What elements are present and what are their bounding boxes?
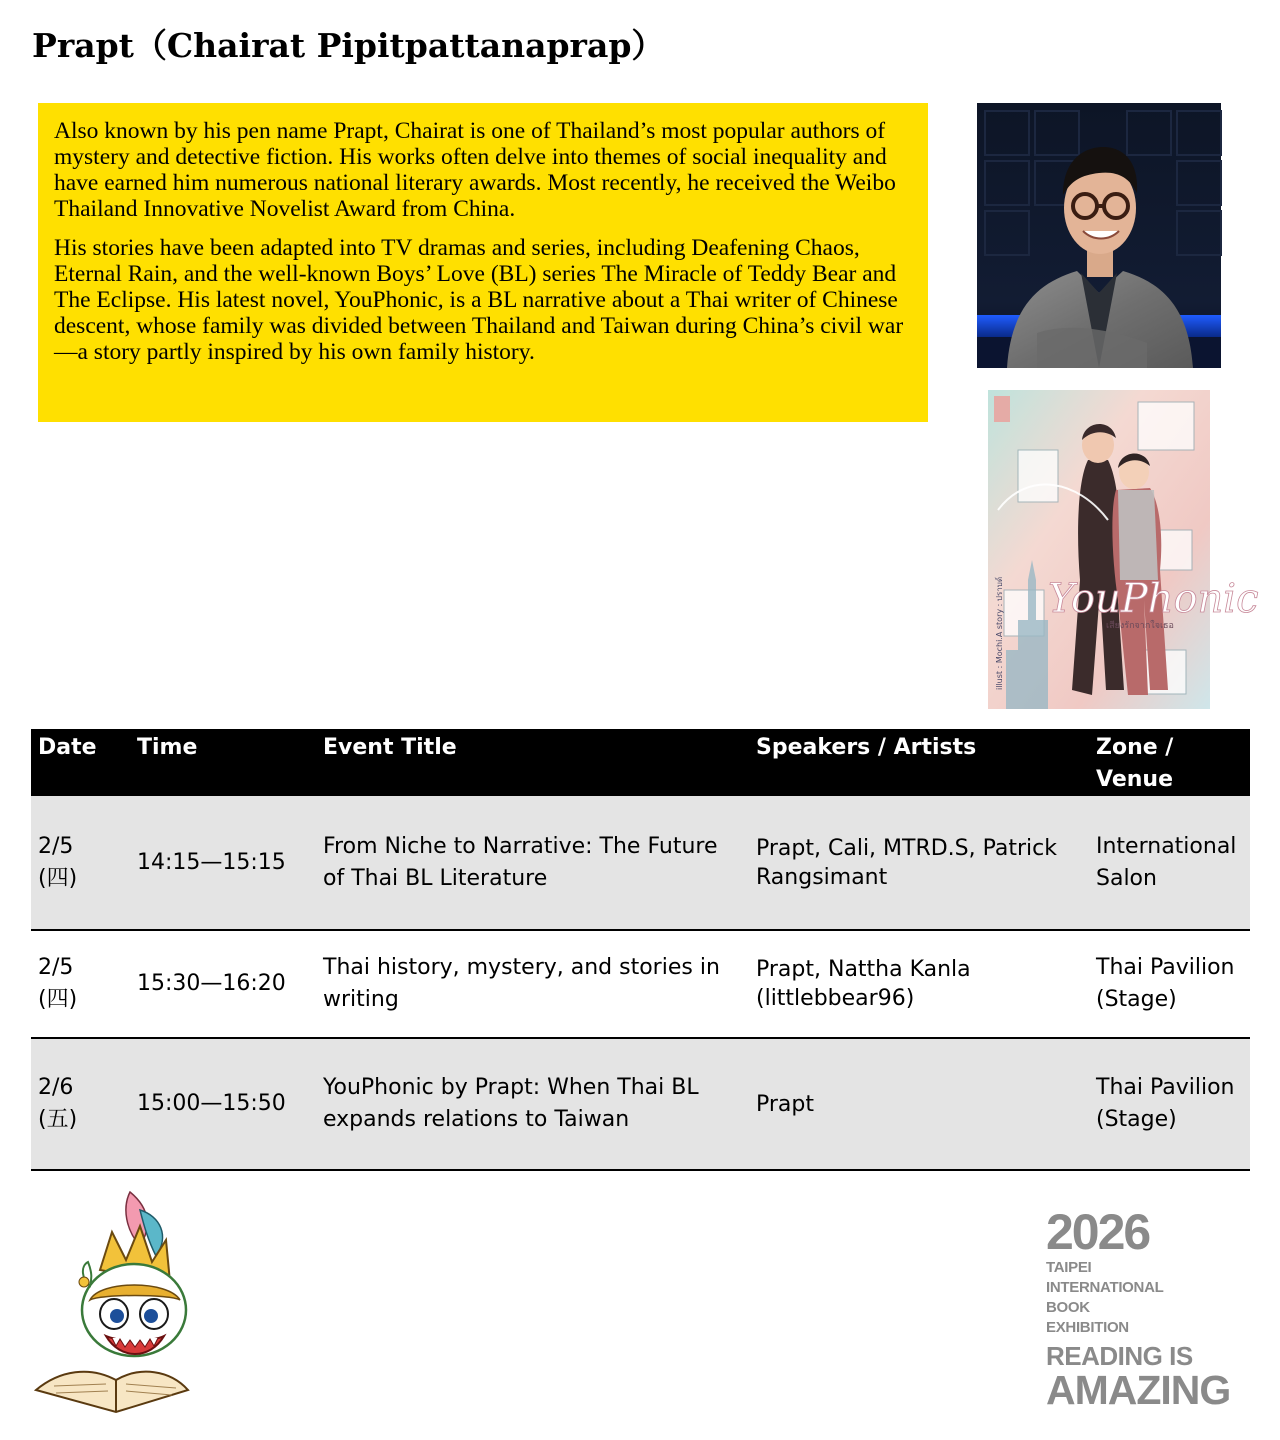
header-event-title: Event Title [316, 729, 749, 796]
venue-cell: International Salon [1089, 796, 1250, 930]
header-venue: Zone / Venue [1089, 729, 1250, 796]
logo-year: 2026 [1046, 1204, 1150, 1260]
bio-paragraph-1: Also known by his pen name Prapt, Chairat is one of Thailand’s most popular authors of mystery and detective fiction. His works often delve into themes of social inequality and have earned him numerous national literary awards. Most recently, he received the Weibo Thailand Innovative Novelist Award from China. [54, 118, 896, 222]
time-cell: 14:15—15:15 [130, 796, 316, 930]
weekday-value: (四) [38, 987, 78, 1012]
date-cell [31, 796, 130, 930]
event-title-cell: YouPhonic by Prapt: When Thai BL expands relations to Taiwan [316, 1038, 749, 1170]
exhibition-logo [1046, 1204, 1256, 1413]
page-title: Prapt（Chairat Pipitpattanaprap） [32, 26, 665, 65]
logo-line-book: BOOK [1046, 1299, 1090, 1316]
date-value: 2/6 [38, 1075, 74, 1100]
date-cell [31, 1038, 130, 1170]
book-cover-credit: illust : Mochi.A story : ปราบด์ [995, 576, 1004, 690]
header-speakers: Speakers / Artists [749, 729, 1089, 796]
logo-slogan-reading: READING IS [1046, 1341, 1193, 1371]
book-cover-title: YouPhonic [1048, 576, 1259, 622]
table-row [31, 930, 1250, 1038]
table-header-row [31, 729, 1250, 796]
time-cell: 15:00—15:50 [130, 1038, 316, 1170]
date-cell [31, 930, 130, 1038]
speakers-cell: Prapt, Nattha Kanla (littlebbear96) [749, 930, 1089, 1038]
event-title-cell: Thai history, mystery, and stories in writing [316, 930, 749, 1038]
logo-line-exhibition: EXHIBITION [1046, 1319, 1129, 1336]
event-title-cell: From Niche to Narrative: The Future of Thai BL Literature [316, 796, 749, 930]
weekday-value: (四) [38, 865, 78, 891]
speakers-cell: Prapt, Cali, MTRD.S, Patrick Rangsimant [749, 796, 1089, 930]
weekday-value: (五) [38, 1107, 78, 1132]
date-value: 2/5 [38, 955, 74, 980]
book-cover-image [988, 390, 1259, 709]
author-portrait [977, 103, 1221, 368]
hanuman-mascot-icon [30, 1190, 200, 1420]
venue-cell: Thai Pavilion (Stage) [1089, 930, 1250, 1038]
logo-slogan-amazing: AMAZING [1046, 1367, 1231, 1413]
bio-paragraph-2: His stories have been adapted into TV dramas and series, including Deafening Chaos, Eternal Rain, and the well-known Boys’ Love (BL) series The Miracle of Teddy Bear and The Eclipse. His latest novel, YouPhonic, is a BL narrative about a Thai writer of Chinese descent, whose family was divided between Thailand and Taiwan during China’s civil war—a story partly inspired by his own family history. [54, 235, 904, 365]
speakers-cell: Prapt [749, 1038, 1089, 1170]
logo-line-taipei: TAIPEI [1046, 1259, 1092, 1276]
table-row [31, 796, 1250, 930]
book-cover-subtitle: เสียงรักจากใจเธอ [1106, 621, 1174, 631]
date-value: 2/5 [38, 833, 74, 859]
schedule-table [31, 729, 1250, 1171]
header-time: Time [130, 729, 316, 796]
time-cell: 15:30—16:20 [130, 930, 316, 1038]
header-date: Date [31, 729, 130, 796]
bio-box [38, 103, 928, 422]
logo-line-international: INTERNATIONAL [1046, 1279, 1164, 1296]
venue-cell: Thai Pavilion (Stage) [1089, 1038, 1250, 1170]
table-row [31, 1038, 1250, 1170]
